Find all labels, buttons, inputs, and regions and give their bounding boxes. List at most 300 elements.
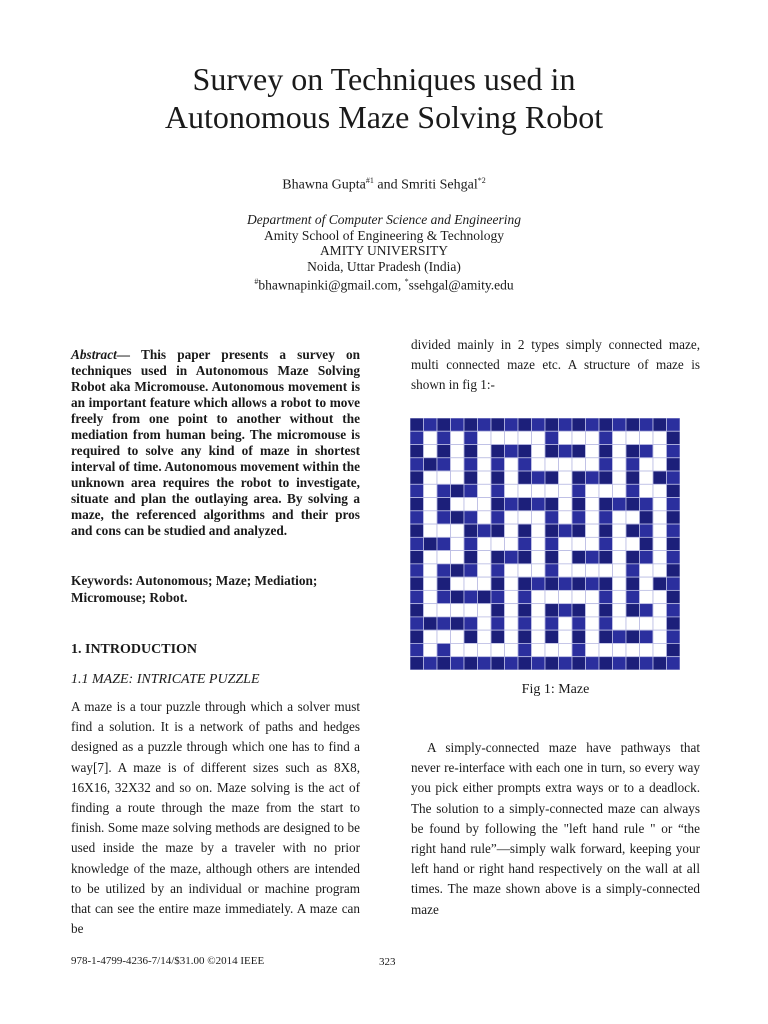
maze-wall-cell xyxy=(491,498,505,511)
maze-wall-cell xyxy=(424,537,438,550)
maze-wall-cell xyxy=(572,471,586,484)
maze-wall-cell xyxy=(626,657,640,670)
maze-wall-cell xyxy=(545,577,559,590)
maze-path-cell xyxy=(653,630,667,643)
maze-path-cell xyxy=(640,458,654,471)
maze-path-cell xyxy=(653,498,667,511)
maze-path-cell xyxy=(491,537,505,550)
maze-wall-cell xyxy=(545,657,559,670)
maze-wall-cell xyxy=(599,418,613,431)
maze-wall-cell xyxy=(640,537,654,550)
maze-path-cell xyxy=(640,564,654,577)
maze-path-cell xyxy=(613,537,627,550)
maze-wall-cell xyxy=(640,524,654,537)
maze-image xyxy=(410,418,680,670)
maze-wall-cell xyxy=(599,577,613,590)
maze-path-cell xyxy=(653,617,667,630)
maze-wall-cell xyxy=(640,630,654,643)
maze-wall-cell xyxy=(559,445,573,458)
maze-path-cell xyxy=(532,564,546,577)
maze-wall-cell xyxy=(424,418,438,431)
maze-wall-cell xyxy=(518,445,532,458)
maze-wall-cell xyxy=(626,471,640,484)
maze-path-cell xyxy=(640,577,654,590)
maze-path-cell xyxy=(613,484,627,497)
maze-wall-cell xyxy=(667,458,681,471)
maze-path-cell xyxy=(640,471,654,484)
maze-path-cell xyxy=(559,431,573,444)
maze-wall-cell xyxy=(586,551,600,564)
maze-wall-cell xyxy=(572,498,586,511)
maze-wall-cell xyxy=(491,657,505,670)
maze-path-cell xyxy=(613,564,627,577)
maze-wall-cell xyxy=(559,524,573,537)
maze-wall-cell xyxy=(410,590,424,603)
maze-wall-cell xyxy=(491,511,505,524)
maze-wall-cell xyxy=(545,524,559,537)
maze-wall-cell xyxy=(586,657,600,670)
maze-path-cell xyxy=(518,484,532,497)
maze-path-cell xyxy=(518,431,532,444)
maze-wall-cell xyxy=(437,537,451,550)
maze-path-cell xyxy=(532,484,546,497)
maze-wall-cell xyxy=(572,630,586,643)
author-2: Smriti Sehgal xyxy=(401,177,478,193)
maze-path-cell xyxy=(424,643,438,656)
affiliation xyxy=(0,212,768,293)
maze-wall-cell xyxy=(545,418,559,431)
maze-wall-cell xyxy=(626,445,640,458)
maze-wall-cell xyxy=(437,458,451,471)
abstract-lead: Abstract— xyxy=(71,347,131,362)
maze-path-cell xyxy=(559,551,573,564)
maze-path-cell xyxy=(613,604,627,617)
maze-wall-cell xyxy=(599,524,613,537)
maze-path-cell xyxy=(626,617,640,630)
maze-wall-cell xyxy=(491,458,505,471)
maze-path-cell xyxy=(424,604,438,617)
maze-wall-cell xyxy=(518,577,532,590)
maze-path-cell xyxy=(505,471,519,484)
maze-wall-cell xyxy=(599,604,613,617)
maze-wall-cell xyxy=(667,484,681,497)
maze-path-cell xyxy=(532,630,546,643)
maze-wall-cell xyxy=(532,418,546,431)
maze-path-cell xyxy=(613,431,627,444)
figure-caption: Fig 1: Maze xyxy=(521,682,590,697)
maze-wall-cell xyxy=(667,643,681,656)
maze-wall-cell xyxy=(572,484,586,497)
maze-wall-cell xyxy=(464,657,478,670)
maze-wall-cell xyxy=(640,604,654,617)
maze-path-cell xyxy=(478,431,492,444)
maze-path-cell xyxy=(491,431,505,444)
maze-wall-cell xyxy=(613,657,627,670)
maze-wall-cell xyxy=(464,537,478,550)
maze-wall-cell xyxy=(478,418,492,431)
maze-wall-cell xyxy=(451,484,465,497)
maze-path-cell xyxy=(437,471,451,484)
maze-path-cell xyxy=(653,445,667,458)
maze-path-cell xyxy=(424,498,438,511)
maze-wall-cell xyxy=(464,590,478,603)
maze-path-cell xyxy=(586,604,600,617)
maze-wall-cell xyxy=(572,551,586,564)
maze-wall-cell xyxy=(437,657,451,670)
right-paragraph-top: divided mainly in 2 types simply connected maze, multi connected maze etc. A structure of maze is shown in fig 1:- xyxy=(411,337,700,393)
maze-wall-cell xyxy=(437,643,451,656)
maze-wall-cell xyxy=(559,577,573,590)
maze-path-cell xyxy=(451,431,465,444)
maze-wall-cell xyxy=(653,577,667,590)
maze-path-cell xyxy=(478,445,492,458)
maze-path-cell xyxy=(451,551,465,564)
email-1: bhawnapinki@gmail.com, xyxy=(258,277,405,293)
subsection-heading: 1.1 MAZE: INTRICATE PUZZLE xyxy=(71,672,260,687)
maze-wall-cell xyxy=(518,604,532,617)
maze-path-cell xyxy=(559,564,573,577)
maze-wall-cell xyxy=(437,484,451,497)
maze-path-cell xyxy=(451,524,465,537)
maze-wall-cell xyxy=(586,471,600,484)
maze-wall-cell xyxy=(599,590,613,603)
maze-path-cell xyxy=(491,643,505,656)
maze-path-cell xyxy=(424,511,438,524)
maze-wall-cell xyxy=(451,590,465,603)
maze-path-cell xyxy=(545,643,559,656)
maze-path-cell xyxy=(653,511,667,524)
maze-path-cell xyxy=(478,471,492,484)
maze-wall-cell xyxy=(572,418,586,431)
maze-wall-cell xyxy=(640,498,654,511)
maze-wall-cell xyxy=(464,564,478,577)
maze-wall-cell xyxy=(572,604,586,617)
maze-path-cell xyxy=(653,458,667,471)
maze-wall-cell xyxy=(518,524,532,537)
maze-path-cell xyxy=(586,643,600,656)
maze-wall-cell xyxy=(626,418,640,431)
maze-path-cell xyxy=(505,617,519,630)
maze-path-cell xyxy=(424,445,438,458)
maze-wall-cell xyxy=(410,617,424,630)
maze-wall-cell xyxy=(518,458,532,471)
maze-wall-cell xyxy=(559,657,573,670)
maze-wall-cell xyxy=(451,418,465,431)
maze-wall-cell xyxy=(545,604,559,617)
maze-wall-cell xyxy=(599,445,613,458)
maze-wall-cell xyxy=(626,590,640,603)
maze-wall-cell xyxy=(464,471,478,484)
maze-wall-cell xyxy=(478,524,492,537)
maze-path-cell xyxy=(505,590,519,603)
maze-wall-cell xyxy=(491,551,505,564)
maze-path-cell xyxy=(559,590,573,603)
maze-wall-cell xyxy=(505,657,519,670)
maze-path-cell xyxy=(626,537,640,550)
maze-wall-cell xyxy=(532,498,546,511)
maze-path-cell xyxy=(424,431,438,444)
maze-wall-cell xyxy=(410,431,424,444)
maze-path-cell xyxy=(424,590,438,603)
maze-path-cell xyxy=(451,577,465,590)
maze-wall-cell xyxy=(667,551,681,564)
maze-wall-cell xyxy=(572,445,586,458)
maze-wall-cell xyxy=(464,617,478,630)
maze-wall-cell xyxy=(410,524,424,537)
maze-path-cell xyxy=(532,524,546,537)
maze-wall-cell xyxy=(667,511,681,524)
maze-wall-cell xyxy=(586,577,600,590)
maze-wall-cell xyxy=(491,604,505,617)
maze-wall-cell xyxy=(518,590,532,603)
maze-wall-cell xyxy=(410,551,424,564)
maze-path-cell xyxy=(586,498,600,511)
maze-wall-cell xyxy=(572,511,586,524)
maze-path-cell xyxy=(505,564,519,577)
maze-path-cell xyxy=(572,537,586,550)
maze-path-cell xyxy=(586,445,600,458)
maze-path-cell xyxy=(559,617,573,630)
maze-wall-cell xyxy=(437,498,451,511)
maze-wall-cell xyxy=(518,643,532,656)
maze-path-cell xyxy=(599,484,613,497)
maze-wall-cell xyxy=(545,551,559,564)
maze-wall-cell xyxy=(518,418,532,431)
maze-path-cell xyxy=(505,630,519,643)
maze-wall-cell xyxy=(464,511,478,524)
maze-path-cell xyxy=(451,643,465,656)
maze-wall-cell xyxy=(491,484,505,497)
maze-wall-cell xyxy=(545,471,559,484)
maze-path-cell xyxy=(437,524,451,537)
maze-path-cell xyxy=(451,604,465,617)
maze-path-cell xyxy=(505,431,519,444)
maze-wall-cell xyxy=(464,551,478,564)
maze-path-cell xyxy=(505,577,519,590)
maze-wall-cell xyxy=(451,657,465,670)
maze-wall-cell xyxy=(559,604,573,617)
maze-path-cell xyxy=(532,445,546,458)
maze-wall-cell xyxy=(626,484,640,497)
maze-path-cell xyxy=(559,471,573,484)
maze-wall-cell xyxy=(599,471,613,484)
maze-wall-cell xyxy=(424,657,438,670)
paper-title xyxy=(0,60,768,136)
maze-path-cell xyxy=(613,524,627,537)
maze-wall-cell xyxy=(559,418,573,431)
footer-isbn: 978-1-4799-4236-7/14/$31.00 ©2014 IEEE xyxy=(71,955,265,967)
maze-wall-cell xyxy=(464,484,478,497)
maze-path-cell xyxy=(532,590,546,603)
author-1: Bhawna Gupta xyxy=(282,177,366,193)
maze-wall-cell xyxy=(545,431,559,444)
maze-wall-cell xyxy=(518,617,532,630)
maze-wall-cell xyxy=(626,524,640,537)
maze-path-cell xyxy=(532,617,546,630)
maze-wall-cell xyxy=(653,471,667,484)
maze-wall-cell xyxy=(410,498,424,511)
maze-path-cell xyxy=(424,630,438,643)
maze-wall-cell xyxy=(518,630,532,643)
maze-path-cell xyxy=(586,458,600,471)
maze-wall-cell xyxy=(437,577,451,590)
maze-path-cell xyxy=(613,551,627,564)
maze-wall-cell xyxy=(572,617,586,630)
maze-wall-cell xyxy=(451,511,465,524)
maze-path-cell xyxy=(653,551,667,564)
maze-wall-cell xyxy=(505,498,519,511)
maze-wall-cell xyxy=(491,630,505,643)
author-and: and xyxy=(373,177,402,193)
maze-path-cell xyxy=(478,511,492,524)
maze-path-cell xyxy=(586,524,600,537)
maze-wall-cell xyxy=(410,577,424,590)
maze-wall-cell xyxy=(667,630,681,643)
maze-path-cell xyxy=(464,643,478,656)
section-heading: 1. INTRODUCTION xyxy=(71,642,198,657)
maze-wall-cell xyxy=(613,498,627,511)
maze-path-cell xyxy=(437,604,451,617)
maze-wall-cell xyxy=(545,498,559,511)
maze-wall-cell xyxy=(518,551,532,564)
maze-wall-cell xyxy=(545,445,559,458)
maze-path-cell xyxy=(532,511,546,524)
email-2: ssehgal@amity.edu xyxy=(408,277,514,293)
maze-wall-cell xyxy=(667,524,681,537)
maze-wall-cell xyxy=(545,617,559,630)
maze-path-cell xyxy=(653,564,667,577)
maze-wall-cell xyxy=(491,617,505,630)
maze-path-cell xyxy=(478,564,492,577)
maze-path-cell xyxy=(559,511,573,524)
maze-path-cell xyxy=(640,484,654,497)
maze-path-cell xyxy=(478,617,492,630)
maze-path-cell xyxy=(451,445,465,458)
maze-path-cell xyxy=(559,498,573,511)
maze-wall-cell xyxy=(437,617,451,630)
maze-path-cell xyxy=(640,590,654,603)
maze-path-cell xyxy=(424,524,438,537)
maze-wall-cell xyxy=(626,630,640,643)
maze-path-cell xyxy=(518,511,532,524)
maze-wall-cell xyxy=(640,657,654,670)
department: Department of Computer Science and Engineering xyxy=(246,212,522,227)
maze-path-cell xyxy=(424,484,438,497)
maze-path-cell xyxy=(613,471,627,484)
maze-wall-cell xyxy=(464,431,478,444)
maze-wall-cell xyxy=(518,471,532,484)
maze-wall-cell xyxy=(626,604,640,617)
maze-path-cell xyxy=(586,590,600,603)
maze-wall-cell xyxy=(424,458,438,471)
maze-wall-cell xyxy=(572,577,586,590)
maze-wall-cell xyxy=(545,537,559,550)
maze-wall-cell xyxy=(667,498,681,511)
maze-wall-cell xyxy=(545,511,559,524)
maze-wall-cell xyxy=(667,431,681,444)
maze-path-cell xyxy=(505,484,519,497)
maze-wall-cell xyxy=(599,617,613,630)
maze-wall-cell xyxy=(599,657,613,670)
maze-wall-cell xyxy=(491,445,505,458)
maze-path-cell xyxy=(613,458,627,471)
maze-wall-cell xyxy=(518,498,532,511)
maze-path-cell xyxy=(559,484,573,497)
maze-wall-cell xyxy=(491,418,505,431)
maze-path-cell xyxy=(532,643,546,656)
maze-path-cell xyxy=(586,564,600,577)
maze-path-cell xyxy=(586,484,600,497)
maze-path-cell xyxy=(626,643,640,656)
maze-wall-cell xyxy=(410,564,424,577)
maze-path-cell xyxy=(505,458,519,471)
maze-wall-cell xyxy=(532,577,546,590)
maze-path-cell xyxy=(464,604,478,617)
maze-path-cell xyxy=(559,458,573,471)
maze-wall-cell xyxy=(410,458,424,471)
maze-path-cell xyxy=(451,458,465,471)
maze-wall-cell xyxy=(437,445,451,458)
maze-wall-cell xyxy=(410,657,424,670)
maze-figure xyxy=(410,418,680,670)
maze-wall-cell xyxy=(518,537,532,550)
maze-path-cell xyxy=(653,524,667,537)
maze-wall-cell xyxy=(410,418,424,431)
abstract-text: This paper presents a survey on techniques used in Autonomous Maze Solving Robot aka Micromouse. Autonomous movement is an important feature which allows a robot to move freely from one point to another without the mediation from human being. The micromouse is required to solve any kind of maze in shortest interval of time. Autonomous movement within the unknown area requires the robot to investigate, situate and plan the outlaying area. By solving a maze, the referenced algorithms and their pros and cons can be studied and analyzed. xyxy=(71,347,360,538)
maze-path-cell xyxy=(586,431,600,444)
maze-path-cell xyxy=(478,604,492,617)
maze-path-cell xyxy=(572,458,586,471)
maze-wall-cell xyxy=(464,458,478,471)
maze-wall-cell xyxy=(545,564,559,577)
maze-wall-cell xyxy=(532,471,546,484)
maze-path-cell xyxy=(599,643,613,656)
maze-wall-cell xyxy=(626,551,640,564)
maze-path-cell xyxy=(572,590,586,603)
maze-wall-cell xyxy=(464,630,478,643)
maze-path-cell xyxy=(478,484,492,497)
maze-wall-cell xyxy=(653,418,667,431)
maze-wall-cell xyxy=(491,524,505,537)
maze-path-cell xyxy=(559,643,573,656)
title-line-1: Survey on Techniques used in xyxy=(192,61,576,97)
maze-wall-cell xyxy=(572,524,586,537)
maze-wall-cell xyxy=(626,577,640,590)
maze-path-cell xyxy=(532,604,546,617)
keywords: Keywords: Autonomous; Maze; Mediation; Micromouse; Robot. xyxy=(71,573,318,605)
maze-path-cell xyxy=(640,643,654,656)
maze-path-cell xyxy=(559,630,573,643)
maze-wall-cell xyxy=(437,418,451,431)
maze-wall-cell xyxy=(653,657,667,670)
maze-path-cell xyxy=(545,484,559,497)
maze-path-cell xyxy=(478,630,492,643)
maze-wall-cell xyxy=(518,657,532,670)
maze-wall-cell xyxy=(586,418,600,431)
maze-wall-cell xyxy=(599,458,613,471)
maze-path-cell xyxy=(505,643,519,656)
maze-path-cell xyxy=(451,537,465,550)
maze-path-cell xyxy=(545,590,559,603)
maze-wall-cell xyxy=(532,657,546,670)
maze-wall-cell xyxy=(410,445,424,458)
maze-wall-cell xyxy=(491,590,505,603)
maze-path-cell xyxy=(532,458,546,471)
maze-wall-cell xyxy=(410,604,424,617)
maze-path-cell xyxy=(613,643,627,656)
emails xyxy=(0,274,768,293)
maze-wall-cell xyxy=(599,537,613,550)
